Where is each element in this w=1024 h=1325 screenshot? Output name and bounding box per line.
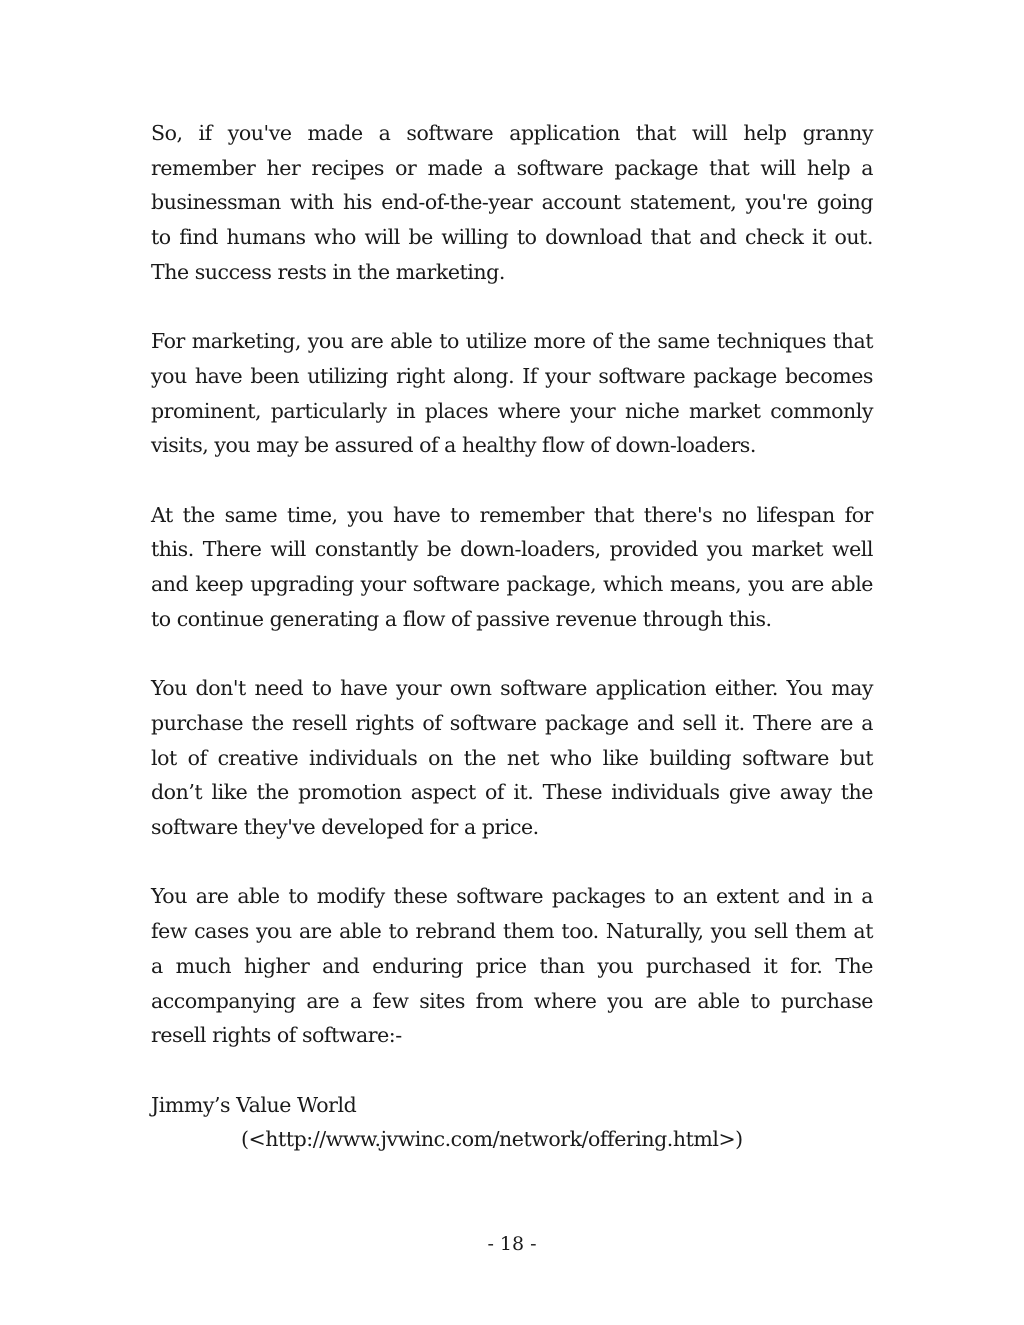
paragraph: You are able to modify these software packages to an extent and in a few cases you are able to rebrand them too. Naturally, you sell them at a much higher and enduring price than you purchased it for. The accompanying are a few sites from where you are able to purchase resell rights of software:- <box>151 884 873 1048</box>
page-number: - 18 - <box>487 1233 537 1255</box>
paragraph: So, if you've made a software application that will help granny remember her recipes or made a software package that will help a businessman with his end-of-the-year account statement, you're going to find humans who will be willing to download that and check it out. The success rests in the marketing. <box>151 121 873 284</box>
paragraph: At the same time, you have to remember that there's no lifespan for this. There will constantly be down-loaders, provided you market well and keep upgrading your software package, which means, you are able to continue generating a flow of passive revenue through this. <box>151 502 873 631</box>
paragraph: For marketing, you are able to utilize more of the same techniques that you have been utilizing right along. If your software package becomes prominent, particularly in places where your niche market commonly visits, you may be assured of a healthy flow of down-loaders. <box>151 329 873 458</box>
paragraph: You don't need to have your own software application either. You may purchase the resell rights of software package and sell it. There are a lot of creative individuals on the net who like building software but don’t like the promotion aspect of it. These individuals give away the software they've developed for a price. <box>151 676 873 840</box>
site-url: (<http://www.jvwinc.com/network/offering.html>) <box>241 1127 743 1152</box>
document-page <box>151 116 873 1157</box>
site-name: Jimmy’s Value World <box>151 1092 357 1117</box>
